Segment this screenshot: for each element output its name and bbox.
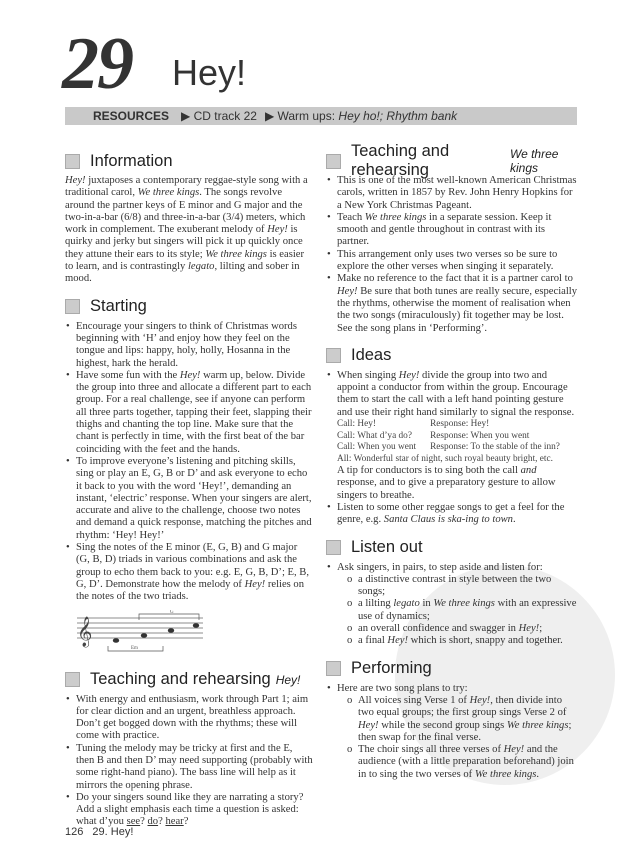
note-b	[168, 628, 174, 633]
text-run: while the second group sings	[378, 719, 507, 731]
italic-run: legato	[187, 261, 215, 273]
triad-staff	[75, 610, 245, 654]
text-run: divide the group into two and appoint a conductor from within the group. Encourage them to start the call with a left hand pointing gesture and use their right hand similarly to signal the response.	[337, 369, 575, 418]
note-d	[193, 623, 199, 628]
italic-run: Hey!	[65, 175, 86, 186]
section-listen-out	[326, 537, 578, 648]
italic-run: Hey!	[179, 369, 201, 381]
list-item	[337, 175, 578, 212]
text-run: When singing	[337, 369, 399, 381]
text-run: ?	[183, 816, 189, 828]
list-item	[337, 562, 578, 648]
footer-chapter: 29. Hey!	[92, 826, 134, 838]
cd-track: ▶ CD track 22	[181, 109, 257, 123]
text-run: Tuning the melody may be tricky at first and the E, then B and then D’ may need supporting (probably with some right-hand piano). The bass line will help as it mirrors the opening phrase.	[76, 742, 313, 791]
text-run: a distinctive contrast in style between the two songs;	[358, 573, 552, 598]
bullet-list	[326, 175, 578, 335]
text-run: .	[512, 514, 516, 526]
italic-run: Hey!	[469, 694, 491, 706]
sub-list	[337, 695, 578, 781]
call-text: Call: When you went	[337, 442, 417, 453]
warm-ups-items: Hey ho!; Rhythm bank	[338, 109, 458, 123]
response-text: Response: When you went	[430, 430, 530, 441]
resources-bar	[65, 107, 577, 125]
underlined-run: see	[126, 816, 141, 828]
text-run: Make no reference to the fact that it is a partner carol to	[337, 273, 573, 285]
underlined-run: hear	[165, 816, 184, 828]
text-run: ; then swap for the final verse.	[358, 719, 572, 743]
italic-run: Hey!	[244, 578, 266, 590]
list-item	[76, 542, 313, 603]
heading-subject: We three kings	[509, 147, 559, 175]
music-staff-example	[75, 610, 313, 659]
heading-square-icon	[326, 540, 341, 555]
section-heading	[326, 537, 578, 559]
text-run: Encourage your singers to think of Christmas words beginning with ‘H’ and enjoy how they feel on the tongue and lips: happy, holy, holly, Hosanna in the highest, hark the herald.	[76, 320, 297, 369]
section-heading	[65, 150, 313, 172]
call-row	[337, 419, 574, 431]
text-run: Have some fun with the	[76, 369, 180, 381]
italic-run: Hey!	[267, 224, 288, 236]
bullet-list	[326, 370, 578, 527]
heading-text: Listen out	[351, 538, 423, 557]
text-run: The choir sings all three verses of	[358, 744, 504, 756]
warm-ups: ▶ Warm ups: Hey ho!; Rhythm bank	[264, 109, 458, 123]
text-run: an overall confidence and swagger in	[358, 623, 519, 635]
text-run: with an expressive use of dynamics;	[358, 598, 577, 622]
g-label: G	[170, 609, 174, 615]
heading-text: Performing	[351, 659, 432, 678]
list-item	[76, 743, 313, 792]
section-performing	[326, 658, 578, 781]
text-run: A tip for conductors is to sing both the call	[337, 465, 521, 477]
tip-text	[337, 465, 578, 502]
italic-run: and	[520, 465, 537, 477]
text-run: in	[419, 598, 434, 610]
call-response-table	[337, 419, 574, 465]
text-run: This is one of the most well-known American Christmas carols, written in 1857 by Rev. John Henry Hopkins for a New York Christmas Pageant.	[337, 175, 577, 211]
bullet-list	[326, 562, 578, 648]
heading-text: Teaching and rehearsing	[351, 142, 450, 179]
section-teaching-and-rehearsing	[326, 142, 578, 335]
text-run: relies on the notes of the two triads.	[76, 578, 305, 603]
svg-text:𝄞: 𝄞	[77, 616, 93, 647]
text-run: ;	[539, 623, 543, 635]
call-row	[337, 431, 574, 443]
text-run: With energy and enthusiasm, work through Part 1; aim for clear diction and an urgent, breathless approach. Don’t get bogged down with the rhythms; these will come with practice.	[76, 693, 309, 742]
text-run: is quirky and jerky but singers will pick it up quickly once they attune their ears to its style;	[65, 224, 303, 260]
list-item	[337, 249, 578, 274]
section-information	[65, 150, 313, 286]
italic-run: Hey!	[503, 744, 525, 756]
heading-subject: Hey!	[275, 672, 301, 687]
sub-list-item	[358, 744, 578, 781]
heading-square-icon	[65, 299, 80, 314]
italic-run: We three kings	[364, 211, 427, 223]
text-run: To improve everyone’s listening and pitching skills, sing or play an E, G, B or D’ and ask everyone to echo it back to you with the word ‘Hey!’, demanding an instant, ‘electric’ response. When your singers are alert, accurate and alive to the challenge, choose two notes and demand a quick response, matching the pitches and rhythm: ‘Hey! Hey!’	[76, 455, 312, 541]
sub-list-item	[358, 695, 578, 744]
italic-run: legato	[393, 598, 420, 610]
call-row	[337, 442, 574, 454]
text-run: a final	[358, 635, 388, 647]
g-bracket	[139, 614, 199, 620]
italic-run: We three kings	[137, 187, 200, 199]
section-heading	[326, 345, 578, 367]
list-item	[76, 321, 313, 370]
em-label: Em	[131, 645, 138, 651]
italic-run: We three kings	[205, 248, 267, 260]
text-run: Do your singers sound like they are narrating a story? Add a slight emphasis each time a question is asked: what d’you	[76, 791, 304, 828]
section-ideas	[326, 345, 578, 527]
text-run: response, and to give a preparatory gesture to allow singers to breathe.	[337, 477, 556, 501]
section-heading	[326, 658, 578, 680]
text-run: Teach	[337, 211, 365, 223]
page-number: 126	[65, 826, 84, 838]
italic-run: Hey!	[337, 285, 358, 297]
text-run: ?	[140, 816, 148, 828]
italic-run: Hey!	[398, 369, 420, 381]
heading-square-icon	[326, 348, 341, 363]
text-run: Sing the notes of the E minor (E, G, B) and G major (G, B, D) triads in various combinations and ask the group to echo them back to you: e.g. E, G, B, D’; E, B, G, D’. Demonstrate how the melody of	[76, 542, 310, 590]
list-item	[76, 456, 313, 542]
chapter-number: 29	[62, 23, 132, 105]
text-run: warm up, below. Divide the group into three and allocate a different part to each group. For a real challenge, see if anyone can perform all three parts together, tapping their feet, slapping their thighs and chanting the top line. Make sure that the chant is perfectly in time, with the first beat of the bar coinciding with the feet and the hands.	[76, 369, 312, 455]
list-item	[337, 212, 578, 249]
note-g	[141, 633, 147, 638]
list-item	[337, 273, 578, 334]
text-run: in a separate session. Keep it smooth and gentle throughout in contrast with its partner.	[337, 211, 552, 248]
list-item	[337, 370, 578, 502]
italic-run: Hey!	[387, 635, 409, 647]
italic-run: Santa Claus is ska-ing to town	[383, 514, 513, 526]
bullet-list	[65, 321, 313, 604]
italic-run: We three kings	[474, 768, 537, 780]
chapter-title: Hey!	[172, 52, 247, 93]
right-column	[326, 142, 578, 791]
sub-list-item	[358, 635, 578, 647]
text-run: , lilting and sober in mood.	[65, 261, 300, 285]
note-e	[113, 638, 119, 643]
text-run: Listen to some other reggae songs to get a feel for the genre, e.g.	[337, 501, 565, 526]
sub-list-item	[358, 574, 578, 599]
text-run: This arrangement only uses two verses so be sure to explore the other verses when singing it separately.	[337, 248, 558, 273]
italic-run: Hey!	[518, 623, 540, 635]
heading-text: Information	[90, 151, 173, 170]
heading-square-icon	[326, 154, 341, 169]
text-run: .	[536, 768, 540, 780]
sub-list-item	[358, 598, 578, 623]
response-text: Response: To the stable of the inn?	[430, 442, 560, 453]
text-run: and the audience (with a little preparation beforehand) join in to sing the two verses of	[358, 744, 574, 780]
bullet-list	[65, 694, 313, 829]
text-run: . The songs revolve around the partner keys of E minor and G major and the two-in-a-bar (6/8) and three-in-a-bar (3/4) meters, which work in complement. The exuberant melody of	[65, 187, 306, 236]
heading-text: Teaching and rehearsing	[90, 670, 271, 688]
text-run: juxtaposes a contemporary reggae-style song with a traditional carol,	[65, 175, 308, 199]
text-run: a lilting	[358, 598, 394, 610]
bullet-list	[326, 683, 578, 781]
italic-run: We three kings	[433, 598, 495, 610]
section-heading	[326, 142, 578, 179]
text-run: which is short, snappy and together.	[408, 635, 563, 647]
text-run: ?	[158, 816, 166, 828]
heading-text: Starting	[90, 297, 147, 316]
heading-square-icon	[326, 661, 341, 676]
underlined-run: do	[147, 816, 159, 828]
section-heading	[65, 296, 313, 318]
list-item	[337, 502, 578, 527]
all-text: All: Wonderful star of night, such royal beauty bright, etc.	[337, 453, 553, 464]
heading-square-icon	[65, 672, 80, 687]
response-text: Response: Hey!	[430, 419, 490, 430]
list-item	[76, 370, 313, 456]
text-run: is easier to learn, and is contrastingly	[65, 248, 305, 273]
heading-square-icon	[65, 154, 80, 169]
text-run: All voices sing Verse 1 of	[358, 694, 470, 706]
text-run: Be sure that both tunes are really secure, especially the rhythms, otherwise the moment of realisation when the two songs (miraculously) fit together may be lost. See the song plans in ‘Performing’.	[337, 285, 578, 334]
resources-label: RESOURCES	[93, 109, 170, 123]
sub-list	[337, 574, 578, 648]
italic-run: We three kings	[506, 719, 569, 731]
list-item	[337, 683, 578, 781]
section-starting	[65, 296, 313, 659]
left-column	[65, 150, 313, 839]
list-item	[76, 792, 313, 829]
call-text: Call: What d’ya do?	[337, 430, 412, 441]
call-text: Call: Hey!	[337, 419, 376, 430]
all-row	[337, 454, 574, 466]
section-teaching-and-rehearsing	[65, 669, 313, 829]
paragraph	[65, 175, 313, 286]
section-heading	[65, 669, 313, 691]
heading-text: Ideas	[351, 346, 392, 365]
italic-run: Hey!	[358, 719, 379, 731]
list-item	[76, 694, 313, 743]
text-run: , then divide into two equal groups; the first group sings Verse 2 of	[358, 694, 567, 719]
sub-list-item	[358, 623, 578, 635]
text-run: Here are two song plans to try:	[337, 682, 468, 694]
text-run: Ask singers, in pairs, to step aside and listen for:	[337, 561, 543, 573]
